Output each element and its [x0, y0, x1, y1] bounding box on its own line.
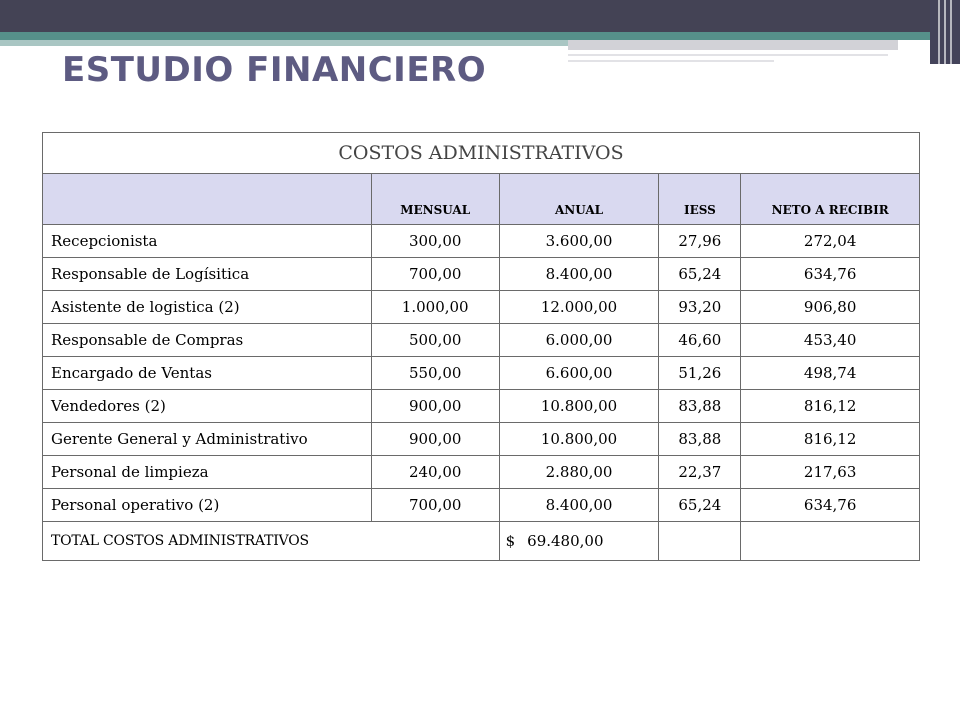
column-header-blank	[43, 174, 372, 225]
employee-name: Encargado de Ventas	[43, 357, 372, 390]
table-row	[43, 324, 920, 357]
neto-value: 217,63	[741, 456, 920, 489]
total-value-cell	[499, 522, 659, 561]
table-row	[43, 390, 920, 423]
total-empty-cell	[659, 522, 741, 561]
anual-value: 3.600,00	[499, 225, 659, 258]
employee-name: Vendedores (2)	[43, 390, 372, 423]
table-row	[43, 456, 920, 489]
costs-table	[42, 132, 920, 561]
neto-value: 634,76	[741, 489, 920, 522]
table-row	[43, 225, 920, 258]
mensual-value: 900,00	[371, 423, 499, 456]
iess-value: 65,24	[659, 258, 741, 291]
mensual-value: 700,00	[371, 258, 499, 291]
neto-value: 816,12	[741, 423, 920, 456]
mensual-value: 500,00	[371, 324, 499, 357]
employee-name: Asistente de logistica (2)	[43, 291, 372, 324]
anual-value: 10.800,00	[499, 390, 659, 423]
neto-value: 816,12	[741, 390, 920, 423]
anual-value: 8.400,00	[499, 258, 659, 291]
header-line	[568, 54, 888, 56]
anual-value: 12.000,00	[499, 291, 659, 324]
total-value: 69.480,00	[527, 532, 604, 550]
table-caption-row	[43, 133, 920, 174]
header-line	[568, 60, 774, 62]
column-header-anual: ANUAL	[499, 174, 659, 225]
iess-value: 51,26	[659, 357, 741, 390]
total-label: TOTAL COSTOS ADMINISTRATIVOS	[43, 522, 500, 561]
table-row	[43, 489, 920, 522]
neto-value: 453,40	[741, 324, 920, 357]
header-band-teal	[0, 32, 960, 40]
header-band-teal-light	[0, 40, 568, 46]
table-header-row	[43, 174, 920, 225]
mensual-value: 900,00	[371, 390, 499, 423]
iess-value: 83,88	[659, 423, 741, 456]
table-row	[43, 291, 920, 324]
neto-value: 634,76	[741, 258, 920, 291]
table-row	[43, 423, 920, 456]
anual-value: 6.600,00	[499, 357, 659, 390]
mensual-value: 550,00	[371, 357, 499, 390]
anual-value: 2.880,00	[499, 456, 659, 489]
employee-name: Personal operativo (2)	[43, 489, 372, 522]
header-band-grey	[568, 40, 898, 50]
table-row	[43, 258, 920, 291]
iess-value: 65,24	[659, 489, 741, 522]
column-header-mensual: MENSUAL	[371, 174, 499, 225]
neto-value: 906,80	[741, 291, 920, 324]
iess-value: 27,96	[659, 225, 741, 258]
neto-value: 272,04	[741, 225, 920, 258]
mensual-value: 1.000,00	[371, 291, 499, 324]
anual-value: 10.800,00	[499, 423, 659, 456]
mensual-value: 700,00	[371, 489, 499, 522]
column-header-iess: IESS	[659, 174, 741, 225]
iess-value: 46,60	[659, 324, 741, 357]
total-row	[43, 522, 920, 561]
mensual-value: 240,00	[371, 456, 499, 489]
neto-value: 498,74	[741, 357, 920, 390]
anual-value: 8.400,00	[499, 489, 659, 522]
employee-name: Gerente General y Administrativo	[43, 423, 372, 456]
anual-value: 6.000,00	[499, 324, 659, 357]
table-row	[43, 357, 920, 390]
employee-name: Responsable de Compras	[43, 324, 372, 357]
iess-value: 22,37	[659, 456, 741, 489]
employee-name: Recepcionista	[43, 225, 372, 258]
table-caption: COSTOS ADMINISTRATIVOS	[43, 133, 920, 174]
slide-title: ESTUDIO FINANCIERO	[62, 50, 487, 90]
header-band-dark	[0, 0, 960, 32]
iess-value: 93,20	[659, 291, 741, 324]
total-currency: $	[505, 532, 516, 550]
iess-value: 83,88	[659, 390, 741, 423]
total-empty-cell	[741, 522, 920, 561]
column-header-neto: NETO A RECIBIR	[741, 174, 920, 225]
header-edge-decoration	[930, 0, 960, 64]
employee-name: Responsable de Logísitica	[43, 258, 372, 291]
employee-name: Personal de limpieza	[43, 456, 372, 489]
mensual-value: 300,00	[371, 225, 499, 258]
